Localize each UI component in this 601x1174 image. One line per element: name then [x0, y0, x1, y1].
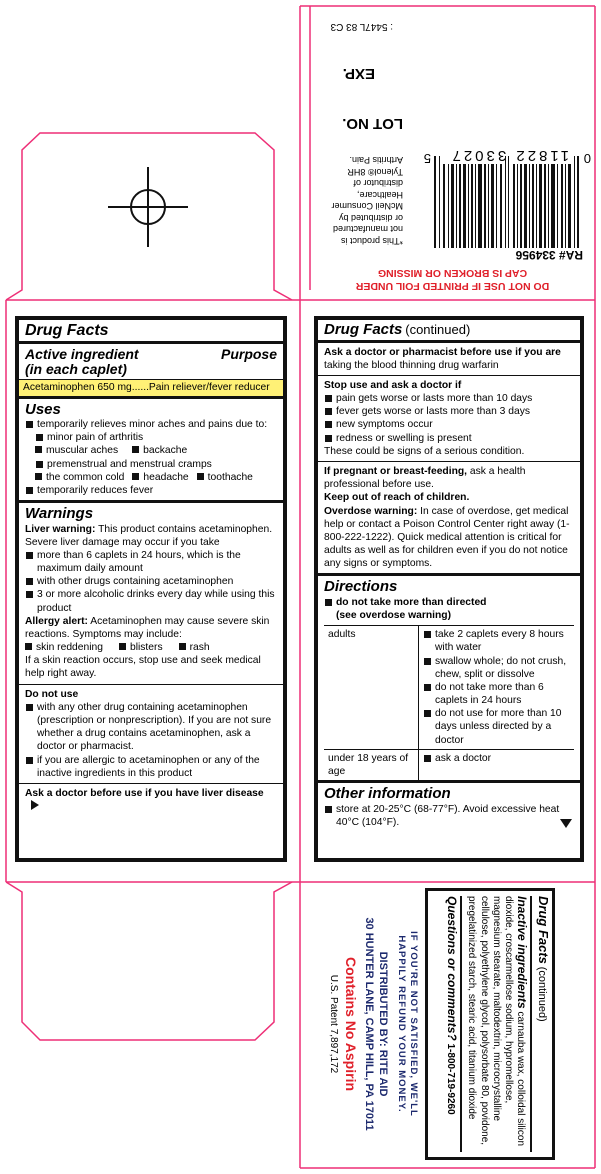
disclaimer-line: Tylenol® 8HR	[347, 166, 403, 177]
expiration-label: EXP.	[342, 65, 375, 82]
stop-use-item: fever gets worse or lasts more than 3 days	[324, 405, 574, 418]
uses-item: minor pain of arthritis	[35, 431, 277, 444]
liver-item: more than 6 caplets in 24 hours, which is the maximum daily amount	[25, 549, 277, 575]
lot-number-label: LOT NO.	[342, 115, 403, 132]
uses-row	[35, 444, 277, 457]
top-flap	[312, 8, 593, 294]
disclaimer-line: not manufactured	[332, 224, 403, 235]
guarantee-text	[395, 888, 419, 1160]
pregnancy-warning	[324, 465, 574, 491]
keep-out-of-reach: Keep out of reach of children.	[324, 492, 470, 504]
ingredient-row: Acetaminophen 650 mg......Pain reliever/fever reducer	[19, 379, 283, 395]
liver-item: 3 or more alcoholic drinks every day while using this product	[25, 588, 277, 614]
drug-facts-left-panel	[15, 316, 287, 862]
bullet-icon	[119, 643, 126, 650]
uses-item: premenstrual and menstrual cramps	[35, 458, 277, 471]
liver-item: with other drugs containing acetaminophen	[25, 575, 277, 588]
uses-item: muscular aches	[46, 445, 119, 457]
other-information-section	[318, 780, 580, 832]
do-not-use-item: if you are allergic to acetaminophen or any of the inactive ingredients in this product	[25, 754, 277, 780]
stop-use-after: These could be signs of a serious condition.	[324, 445, 525, 457]
uses-item: temporarily reduces fever	[25, 484, 277, 497]
active-ingredient-subheading: (in each caplet)	[25, 360, 127, 377]
adults-label: adults	[324, 626, 419, 750]
stop-use-section	[318, 375, 580, 461]
do-not-use-heading: Do not use	[25, 688, 79, 700]
under-18-instructions	[419, 749, 575, 780]
guarantee-line: IF YOU'RE NOT SATISFIED, WE'LL	[408, 931, 419, 1117]
drug-facts-right-panel	[314, 316, 584, 862]
disclaimer-line: *This product is	[340, 236, 403, 246]
allergy-item: rash	[189, 642, 210, 654]
active-ingredient-heading: Active ingredient	[25, 345, 139, 362]
distributed-by: DISTRIBUTED BY: RITE AID	[377, 951, 389, 1097]
inactive-box	[425, 888, 555, 1160]
questions-row	[444, 896, 462, 1152]
disclaimer-line: Healthcare,	[356, 189, 403, 200]
bullet-icon	[197, 473, 204, 480]
directions-intro	[324, 596, 574, 622]
warnings-heading: Warnings	[25, 505, 94, 523]
continue-arrow-icon	[31, 800, 39, 810]
registration-mark-icon	[108, 167, 188, 247]
overdose-warning	[324, 505, 574, 571]
patent: U.S. Patent 7,897,172	[328, 974, 339, 1074]
purpose-heading: Purpose	[220, 345, 277, 362]
stop-use-item: pain gets worse or lasts more than 10 days	[324, 392, 574, 405]
ask-doctor-pharmacist-section	[318, 340, 580, 375]
uses-row	[35, 471, 277, 484]
batch-code: : 5447L 83 C3	[330, 21, 393, 32]
allergy-after: If a skin reaction occurs, stop use and seek medical help right away.	[25, 655, 261, 680]
stop-use-heading: Stop use and ask a doctor if	[324, 379, 462, 391]
drug-facts-title: Drug Facts	[25, 322, 109, 339]
pregnancy-text: ask a health professional before use.	[324, 466, 526, 491]
table-row	[324, 749, 574, 780]
uses-heading: Uses	[25, 400, 61, 418]
adults-item: do not use for more than 10 days unless directed by a doctor	[423, 707, 574, 747]
bullet-icon	[132, 473, 139, 480]
directions-intro-line: do not take more than directed	[336, 596, 487, 608]
active-ingredient-section	[19, 341, 283, 380]
warnings-section	[19, 500, 283, 684]
foil-warning-line-1: DO NOT USE IF PRINTED FOIL UNDER	[355, 280, 550, 292]
liver-warning-text: This product contains acetaminophen. Severe liver damage may occur if you take	[25, 523, 273, 548]
uses-section	[19, 396, 283, 501]
ask-doctor-pharmacist-heading: Ask a doctor or pharmacist before use if you are	[324, 346, 561, 358]
adults-item: take 2 caplets every 8 hours with water	[423, 628, 574, 654]
guarantee-line: HAPPILY REFUND YOUR MONEY.	[396, 935, 408, 1113]
allergy-alert-text: Acetaminophen may cause severe skin reactions. Symptoms may include:	[25, 615, 270, 640]
directions-table	[324, 625, 574, 780]
directions-section	[318, 573, 580, 780]
do-not-use-item: with any other drug containing acetaminophen (prescription or nonprescription). If you are not sure whether a drug contains acetaminophen, ask a doctor or pharmacist.	[25, 701, 277, 754]
bullet-icon	[132, 446, 139, 453]
ask-doctor-footer-text: Ask a doctor before use if you have liver disease	[25, 787, 264, 799]
uses-item: backache	[143, 445, 188, 457]
questions-label: Questions or comments?	[445, 896, 459, 1041]
questions-phone: 1-800-719-9260	[445, 1043, 456, 1115]
stop-use-item: redness or swelling is present	[324, 432, 574, 445]
bullet-icon	[179, 643, 186, 650]
barcode-digits: 11822 33027	[449, 147, 569, 164]
uses-item: the common cold	[46, 471, 125, 483]
inactive-ingredients-heading: Inactive ingredients	[515, 896, 530, 1009]
overdose-text: In case of overdose, get medical help or contact a Poison Control Center right away (1-800-222-1222). Quick medical attention is critical for adults as well as for children even if you do not notice any signs or symptoms.	[324, 505, 570, 570]
other-information-item: store at 20-25°C (68-77°F). Avoid excessive heat 40°C (104°F).	[324, 803, 574, 829]
allergy-alert	[25, 615, 277, 641]
bullet-icon	[25, 643, 32, 650]
uses-item: toothache	[207, 471, 253, 483]
disclaimer-line: or distributed by	[338, 212, 403, 223]
disclaimer-line: McNeil Consumer	[331, 201, 403, 212]
continue-arrow-icon	[560, 819, 572, 828]
stop-use-item: new symptoms occur	[324, 418, 574, 431]
directions-heading: Directions	[324, 578, 398, 596]
overdose-label: Overdose warning:	[324, 505, 418, 517]
do-not-use-section	[19, 684, 283, 783]
barcode-right-digit: 5	[423, 151, 431, 166]
pregnancy-section	[318, 461, 580, 573]
drug-facts-title: Drug Facts	[536, 896, 551, 964]
uses-item: temporarily relieves minor aches and pains due to:	[25, 418, 277, 431]
bottom-flap	[315, 888, 555, 1160]
distributor-address: 30 HUNTER LANE, CAMP HILL, PA 17011	[363, 917, 376, 1131]
directions-intro-line: (see overdose warning)	[336, 610, 452, 622]
disclaimer-line: Arthritis Pain.	[349, 155, 403, 166]
continued-label: (continued)	[405, 322, 471, 337]
liver-warning	[25, 523, 277, 549]
table-row	[324, 626, 574, 750]
other-information-heading: Other information	[324, 785, 451, 803]
bullet-icon	[35, 473, 42, 480]
allergy-alert-label: Allergy alert:	[25, 615, 88, 627]
allergy-item: blisters	[129, 642, 163, 654]
bullet-icon	[35, 446, 42, 453]
uses-item: headache	[143, 471, 189, 483]
inactive-ingredients-text: carnauba wax, colloidal silicon dioxide, croscarmellose sodium, hypromellose, magnesium stearate, maltodextrin, microcrystalline cellulose, polyethylene glycol, polysorbate 80, povidone, pregelatinized starch, stearic acid, titanium dioxide	[466, 896, 527, 1147]
under-18-item: ask a doctor	[423, 752, 574, 765]
allergy-item: skin reddening	[36, 642, 103, 654]
under-18-label: under 18 years of age	[324, 749, 419, 780]
ra-number: RA# 334956	[515, 248, 583, 262]
liver-warning-label: Liver warning:	[25, 523, 96, 535]
adults-item: swallow whole; do not crush, chew, split or dissolve	[423, 655, 574, 681]
allergy-row	[25, 641, 277, 654]
no-aspirin: Contains No Aspirin	[343, 956, 359, 1092]
adults-item: do not take more than 6 caplets in 24 hours	[423, 681, 574, 707]
pregnancy-label: If pregnant or breast-feeding,	[324, 466, 468, 477]
barcode-left-digit: 0	[583, 151, 591, 166]
continued-label: (continued)	[536, 966, 548, 1022]
adults-instructions	[419, 626, 575, 750]
ask-doctor-pharmacist-text: taking the blood thinning drug warfarin	[324, 359, 499, 371]
disclaimer	[331, 154, 403, 246]
distributor	[362, 888, 390, 1160]
ask-doctor-footer	[19, 783, 283, 816]
disclaimer-line: distributor of	[353, 178, 403, 189]
foil-warning	[320, 267, 585, 292]
foil-warning-line-2: CAP IS BROKEN OR MISSING	[377, 267, 528, 280]
drug-facts-title: Drug Facts	[324, 321, 403, 338]
inactive-ingredients	[465, 896, 532, 1152]
